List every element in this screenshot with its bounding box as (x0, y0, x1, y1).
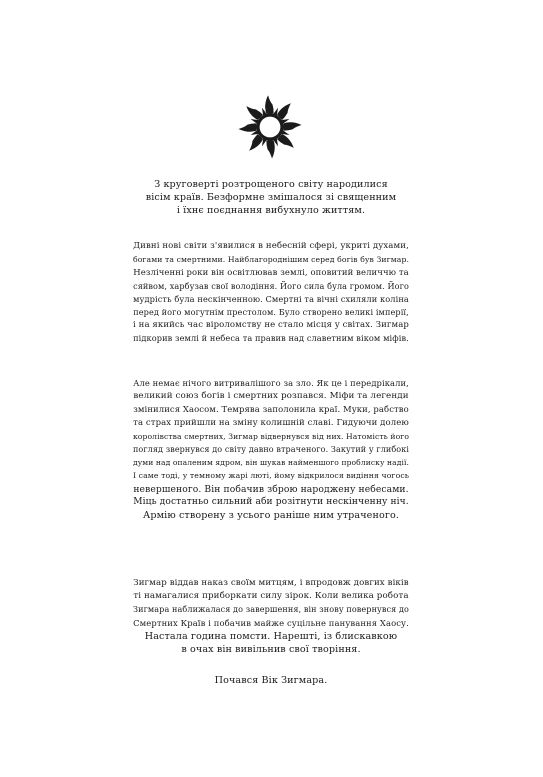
text-line: погляд звернувся до світу давно втраченого. Закутий у глибокі (132, 445, 410, 455)
closing-line (132, 674, 410, 687)
text-line: Дивні нові світи з'явилися в небесній сфері, укриті духами, (133, 241, 409, 251)
text-line: Зигмара наближалася до завершення, він знову повернувся до (132, 605, 410, 615)
closing-text: Почався Вік Зигмара. (214, 675, 328, 686)
text-line: великий союз богів і смертних розпався. Міфи та легенди (133, 391, 409, 402)
text-line: Але немає нічого витривалішого за зло. Як це і передрікали, (133, 378, 409, 388)
text-line: і на якийсь час віроломству не стало місця у світах. Зигмар (133, 320, 409, 331)
chaos-sun-icon (236, 93, 304, 161)
text-line: Армію створену з усього раніше ним утраченого. (143, 510, 399, 522)
text-line: перед його могутнім престолом. Було створено великі імперії, (133, 307, 409, 318)
intro-verse (132, 178, 410, 218)
text-line: ті намагалися приборкати силу зірок. Коли велика робота (133, 591, 409, 602)
text-line: І саме тоді, у темному жарі люті, йому відкрилося видіння чогось (132, 471, 410, 481)
text-line: Смертних Країв і побачив майже суцільне панування Хаосу. (133, 617, 409, 628)
text-line: думи над опаленим ядром, він шукав найменшого проблиску надії. (132, 458, 410, 468)
text-line: мудрість була нескінченною. Смертні та вічні схиляли коліна (133, 293, 409, 304)
paragraph-2 (132, 377, 410, 522)
text-line: богами та смертними. Найблагороднішим серед богів був Зигмар. (132, 255, 410, 265)
intro-line: вісім країв. Безформне змішалося зі священним (145, 192, 397, 204)
text-line: в очах він вивільнив свої творіння. (181, 644, 361, 656)
text-line: підкорив землі й небеса та правив над славетним віком міфів. (133, 333, 409, 344)
text-line: та страх прийшли на зміну колишній славі. Гидуючи долею (133, 417, 409, 428)
text-line: невершеного. Він побачив зброю народжену небесами. (133, 483, 409, 495)
text-line: змінилися Хаосом. Темрява заполонила краї. Муки, рабство (133, 404, 409, 415)
text-line: Незліченні роки він освітлював землі, оповитий величчю та (133, 267, 409, 278)
paragraph-3 (132, 577, 410, 656)
intro-line: З круговерті розтрощеного світу народилися (154, 179, 388, 190)
intro-line: і їхнє поєднання вибухнуло життям. (176, 205, 366, 217)
sun-core (260, 117, 281, 138)
text-line: Зигмар віддав наказ своїм митцям, і впродовж довгих віків (133, 578, 409, 588)
text-line: сяйвом, харбузав свої володіння. Його сила була громом. Його (133, 280, 409, 291)
text-line: Настала година помсти. Нарешті, із блискавкою (144, 630, 398, 642)
text-line: королівства смертних, Зигмар відвернувся від них. Натомість його (132, 431, 410, 441)
text-line: Міць достатньо сильний аби розітнути нескінченну ніч. (133, 496, 409, 507)
paragraph-1 (132, 240, 410, 346)
